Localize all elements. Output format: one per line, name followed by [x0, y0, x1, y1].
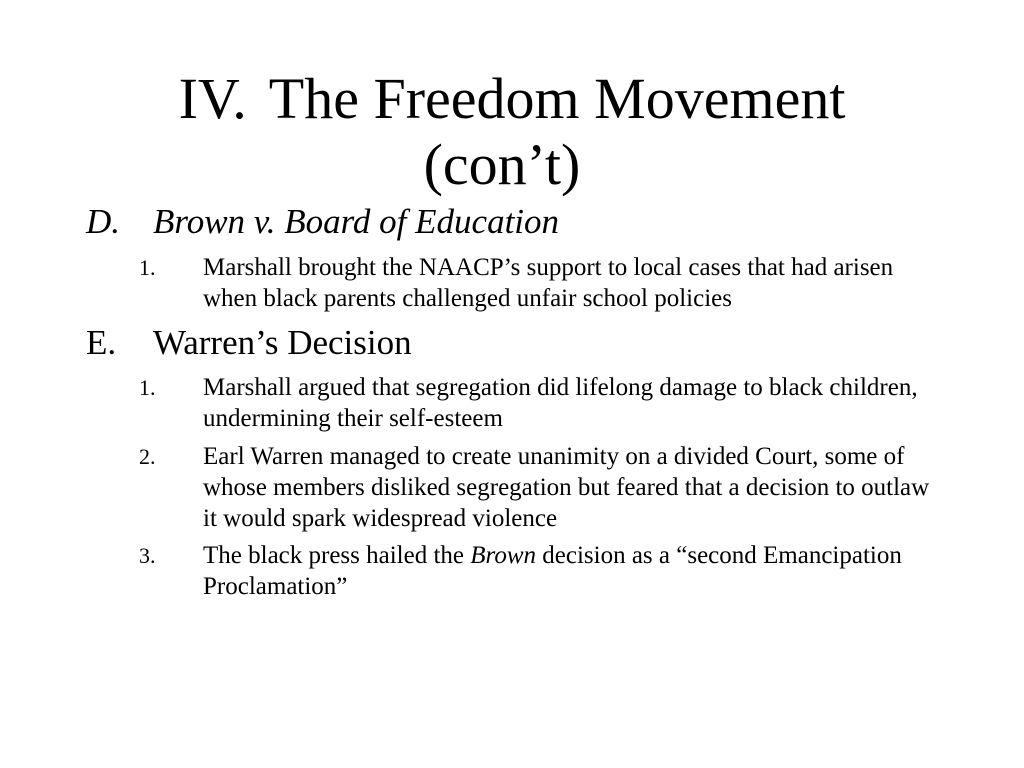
list-item	[139, 540, 939, 602]
item-marker: 1.	[139, 255, 156, 280]
section-heading-text: Warren’s Decision	[153, 323, 412, 362]
title-line-2: (con’t)	[423, 132, 581, 197]
item-text-after: decision as a “second Emancipation Proclamation”	[203, 542, 902, 600]
item-text	[203, 540, 933, 602]
item-marker: 2.	[139, 444, 156, 469]
section-marker: D.	[86, 202, 121, 241]
list-item	[139, 252, 939, 314]
case-name-emphasis: Brown	[470, 542, 537, 569]
item-marker: 3.	[139, 543, 156, 568]
item-marker: 1.	[139, 375, 156, 400]
section-marker: E.	[86, 323, 117, 362]
list-item	[139, 372, 939, 434]
section-heading-e	[86, 323, 412, 363]
section-heading-text: Brown v. Board of Education	[153, 202, 560, 241]
item-text: Earl Warren managed to create unanimity on a divided Court, some of whose members disliked segregation but feared that a decision to outlaw it would spark widespread violence	[203, 443, 930, 532]
item-text-before: The black press hailed the	[203, 542, 471, 569]
title-numeral: IV.	[178, 66, 247, 131]
item-text: Marshall argued that segregation did lifelong damage to black children, undermining their self-esteem	[203, 374, 918, 432]
item-text: Marshall brought the NAACP’s support to local cases that had arisen when black parents challenged unfair school policies	[203, 254, 894, 312]
list-item	[139, 441, 939, 534]
section-heading-d	[86, 202, 559, 242]
title-text: The Freedom Movement	[268, 66, 846, 131]
